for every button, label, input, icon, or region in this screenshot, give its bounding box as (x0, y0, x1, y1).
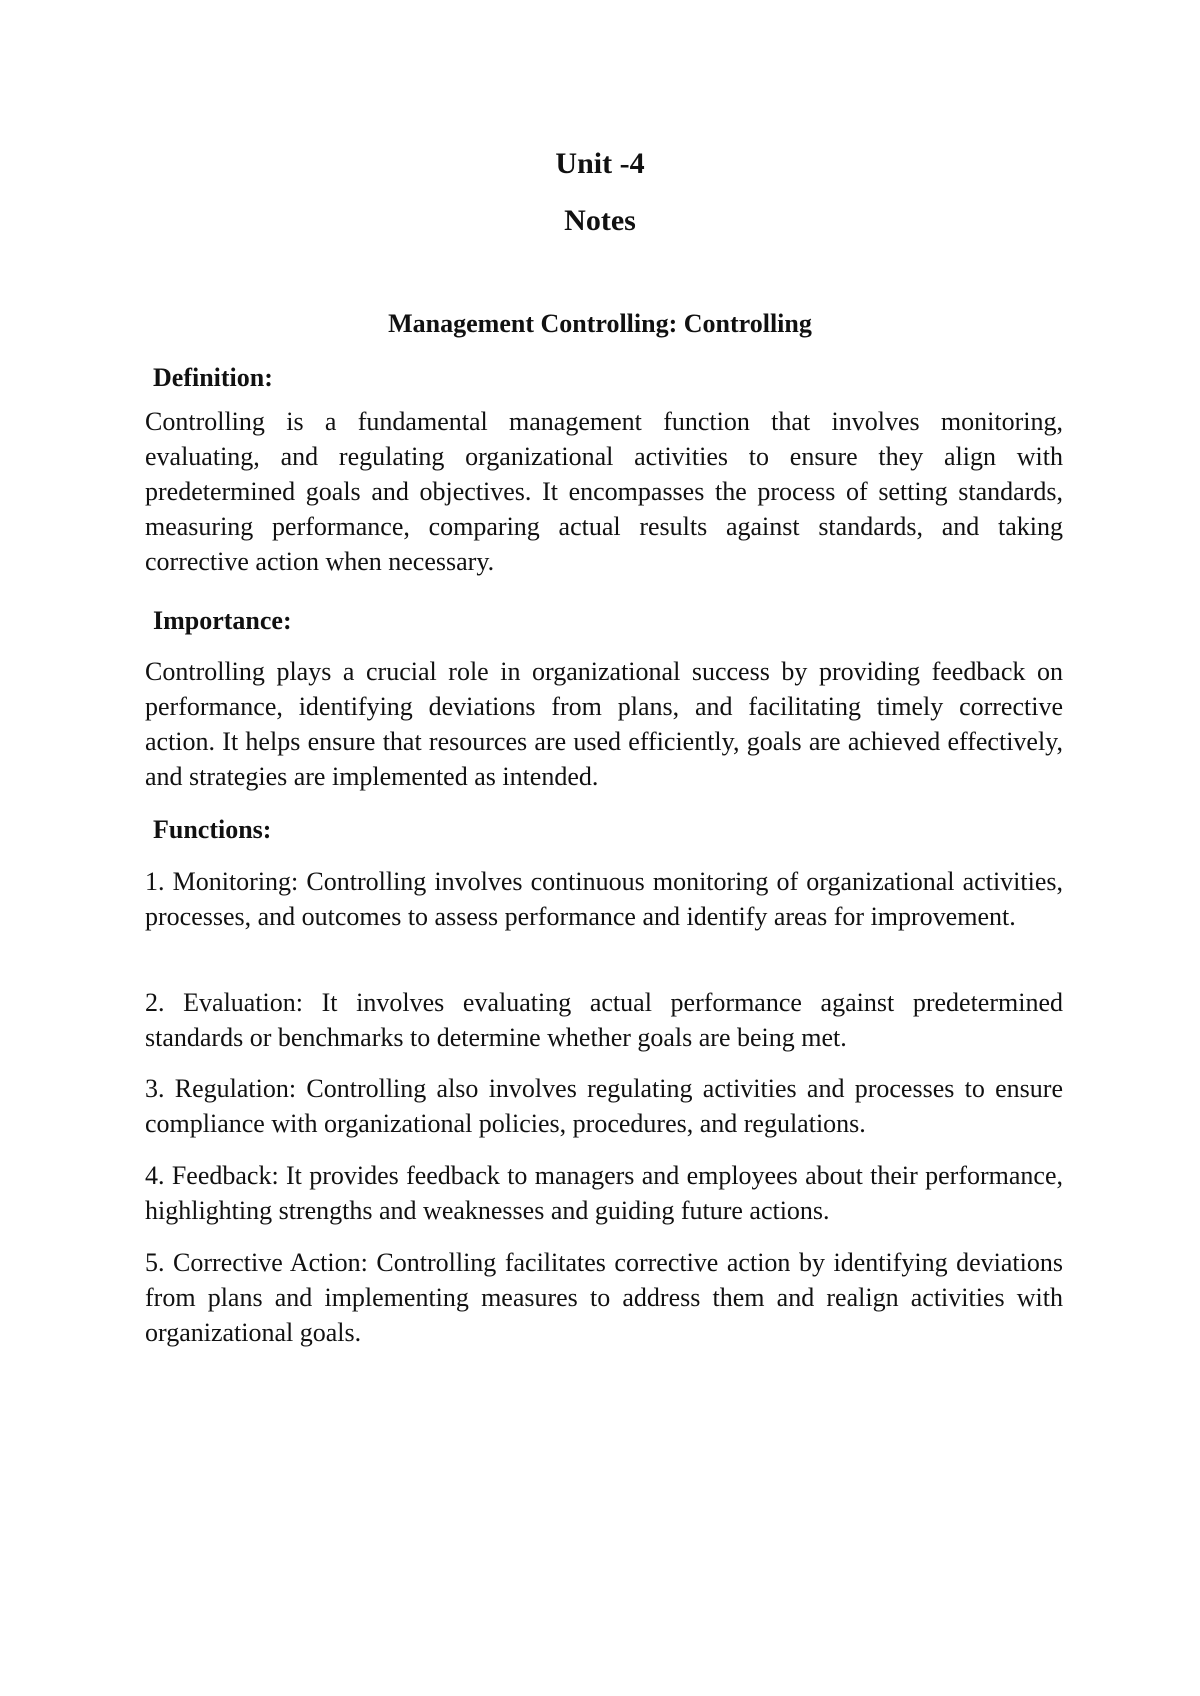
function-item-evaluation: 2. Evaluation: It involves evaluating actual performance against predetermined standards or benchmarks to determine whether goals are being met. (145, 988, 1063, 1052)
definition-paragraph: Controlling is a fundamental management function that involves monitoring, evaluating, and regulating organizational activities to ensure they align with predetermined goals and objectives. It encompasses the process of setting standards, measuring performance, comparing actual results against standards, and taking corrective action when necessary. (145, 407, 1063, 576)
definition-heading: Definition: (153, 363, 273, 392)
function-item-regulation: 3. Regulation: Controlling also involves regulating activities and processes to ensure compliance with organizational policies, procedures, and regulations. (145, 1074, 1063, 1138)
function-item-monitoring: 1. Monitoring: Controlling involves continuous monitoring of organizational activities, processes, and outcomes to assess performance and identify areas for improvement. (145, 867, 1063, 931)
unit-title: Unit -4 (555, 147, 645, 180)
function-item-corrective-action: 5. Corrective Action: Controlling facilitates corrective action by identifying deviations from plans and implementing measures to address them and realign activities with organizational goals. (145, 1248, 1063, 1347)
main-heading: Management Controlling: Controlling (388, 309, 812, 338)
importance-heading: Importance: (153, 606, 292, 635)
functions-heading: Functions: (153, 815, 272, 844)
notes-title: Notes (564, 204, 636, 237)
function-item-feedback: 4. Feedback: It provides feedback to managers and employees about their performance, highlighting strengths and weaknesses and guiding future actions. (145, 1161, 1063, 1225)
importance-paragraph: Controlling plays a crucial role in organizational success by providing feedback on performance, identifying deviations from plans, and facilitating timely corrective action. It helps ensure that resources are used efficiently, goals are achieved effectively, and strategies are implemented as intended. (145, 657, 1063, 791)
